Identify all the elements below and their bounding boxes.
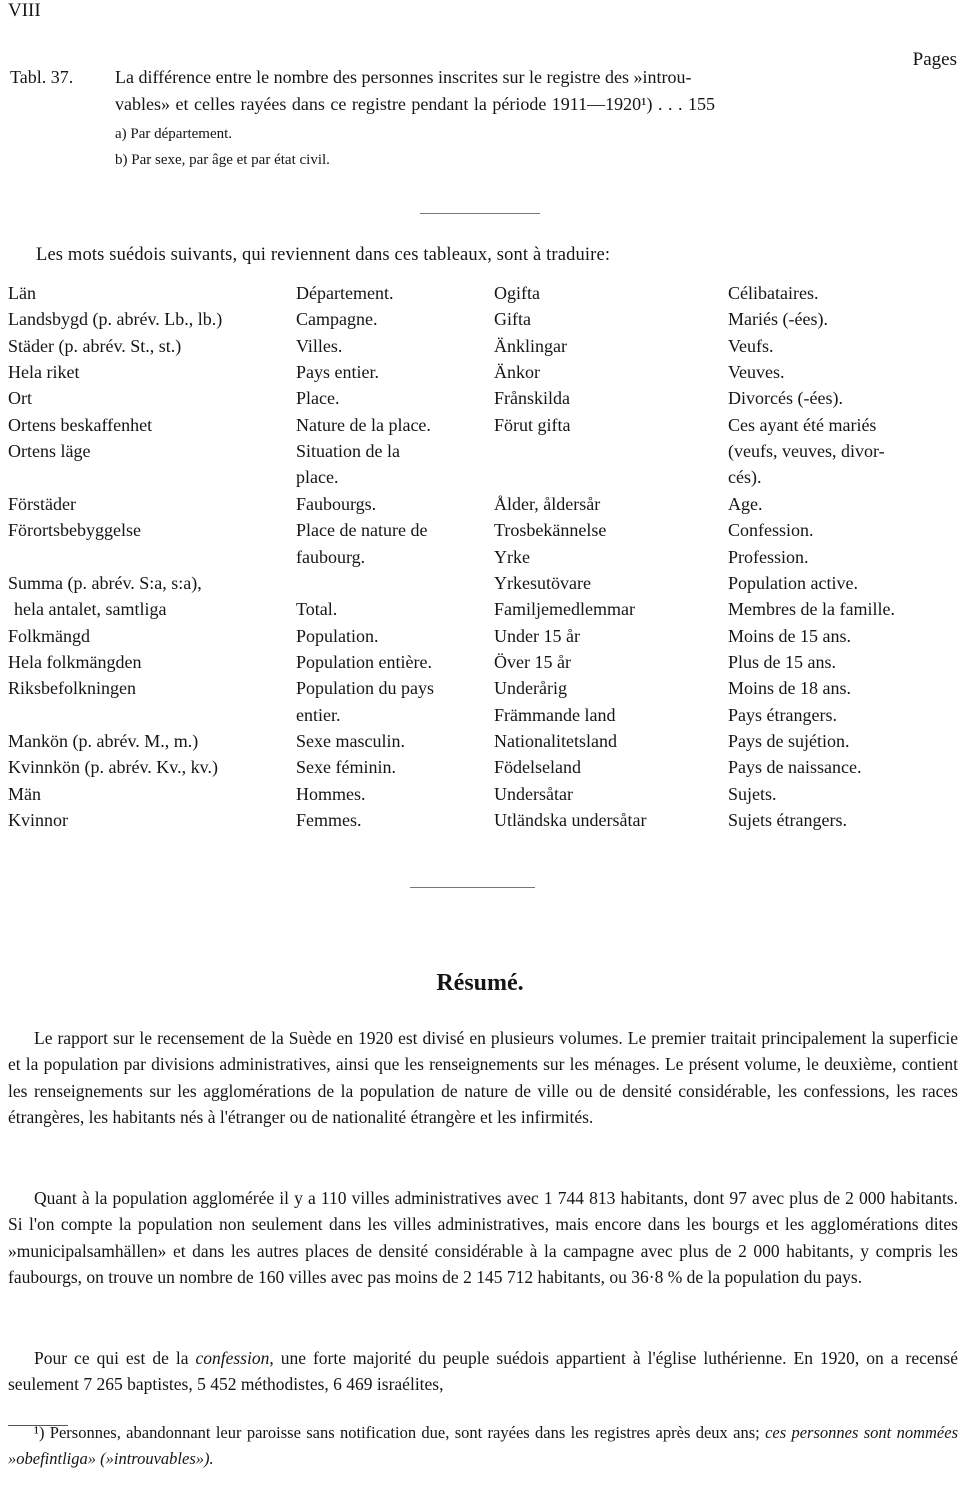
swedish-term-right: Gifta <box>494 309 531 330</box>
swedish-term-left: Städer (p. abrév. St., st.) <box>8 335 182 356</box>
french-translation-left: Département. <box>296 283 394 303</box>
french-translation-left: Pays entier. <box>296 362 379 383</box>
swedish-term-left: Förortsbebyggelse <box>8 520 141 541</box>
page-number: VIII <box>8 0 41 21</box>
french-translation-right: Pays de sujétion. <box>728 730 850 751</box>
swedish-term-left: Ortens beskaffenhet <box>8 414 153 435</box>
resume-paragraph-2: Quant à la population agglomérée il y a 110 villes administratives avec 1 744 813 habitants, dont 97 avec plus de 2 000 habitants. Si l'on compte la population non seulement dans les villes administratives, mais encore dans les bourgs et les agglomérations dites »municipalsamhällen» et dans les autres places de densité considérable à la campagne avec plus de 2 000 habitants, y compris les faubourgs, on trouve un nombre de 160 villes avec pas moins de 2 145 712 habitants, ou 36·8 % de la population du pays. <box>8 1188 958 1287</box>
french-translation-right: cés). <box>728 467 762 488</box>
footnote <box>8 1420 958 1472</box>
french-translation-left: Nature de la place. <box>296 414 431 435</box>
footnote-text: Personnes, abandonnant leur paroisse sans notification due, sont rayées dans les registres après deux ans; <box>44 1423 766 1442</box>
glossary-end-divider <box>410 887 535 888</box>
french-translation-left: Situation de la <box>296 441 400 462</box>
swedish-term-left: Summa (p. abrév. S:a, s:a), <box>8 572 202 593</box>
swedish-term-right: Underårig <box>494 678 567 699</box>
french-translation-left: Population entière. <box>296 651 432 672</box>
swedish-term-right: Undersåtar <box>494 783 573 804</box>
swedish-term-right: Förut gifta <box>494 414 571 435</box>
swedish-term-left: Landsbygd (p. abrév. Lb., lb.) <box>8 309 223 330</box>
swedish-term-left: Hela riket <box>8 362 80 383</box>
resume-heading: Résumé. <box>436 970 524 996</box>
swedish-term-left: Ort <box>8 388 32 409</box>
french-translation-right: Pays de naissance. <box>728 757 862 778</box>
french-translation-left: Total. <box>296 599 338 620</box>
swedish-term-right: Främmande land <box>494 704 616 725</box>
swedish-term-right: Födelseland <box>494 757 581 778</box>
resume-paragraph-3-emphasis: confession <box>195 1348 270 1368</box>
table-entry-line-1: La différence entre le nombre des personnes inscrites sur le registre des »introu- <box>115 67 692 87</box>
french-translation-right: Population active. <box>728 572 858 593</box>
swedish-term-left: Län <box>8 283 36 303</box>
french-translation-left: Population du pays <box>296 678 434 699</box>
swedish-term-right: Yrke <box>494 546 530 567</box>
french-translation-right: (veufs, veuves, divor- <box>728 441 885 462</box>
french-translation-right: Plus de 15 ans. <box>728 651 836 672</box>
swedish-term-left: Folkmängd <box>8 625 91 646</box>
french-translation-right: Moins de 15 ans. <box>728 625 851 646</box>
table-reference-label: Tabl. 37. <box>10 67 74 87</box>
french-translation-right: Sujets étrangers. <box>728 810 847 830</box>
swedish-term-right: Frånskilda <box>494 388 570 409</box>
french-translation-right: Veuves. <box>728 362 785 383</box>
french-translation-right: Célibataires. <box>728 283 819 303</box>
french-translation-left: Femmes. <box>296 810 362 830</box>
french-translation-right: Profession. <box>728 546 809 567</box>
french-translation-right: Moins de 18 ans. <box>728 678 851 699</box>
french-translation-right: Veufs. <box>728 335 774 356</box>
french-translation-right: Confession. <box>728 520 814 541</box>
french-translation-left: Place de nature de <box>296 520 428 541</box>
swedish-term-right: Yrkesutövare <box>494 572 591 593</box>
french-translation-left: place. <box>296 467 339 488</box>
resume-paragraph-3-end: , une forte majorité du peuple suédois appartient à l'église luthérienne. En 1920, on a recensé seulement 7 265 baptistes, 5 452 méthodistes, 6 469 israélites, <box>8 1348 958 1395</box>
french-translation-right: Sujets. <box>728 783 777 804</box>
swedish-term-right: Över 15 år <box>494 651 571 672</box>
table-entry-line-2: vables» et celles rayées dans ce registre pendant la période 1911—1920¹) . . . 155 <box>115 94 716 114</box>
swedish-term-left: Kvinnkön (p. abrév. Kv., kv.) <box>8 757 218 778</box>
french-translation-right: Age. <box>728 493 763 514</box>
swedish-term-right: Änkor <box>494 362 540 383</box>
glossary-intro: Les mots suédois suivants, qui reviennent dans ces tableaux, sont à traduire: <box>36 245 611 265</box>
french-translation-left: Campagne. <box>296 309 378 330</box>
french-translation-right: Mariés (-ées). <box>728 309 828 330</box>
french-translation-left: faubourg. <box>296 546 366 567</box>
resume-paragraph-1: Le rapport sur le recensement de la Suède en 1920 est divisé en plusieurs volumes. Le premier traitait principalement la superficie et la population par divisions administratives, ainsi que les renseignements sur les ménages. Le présent volume, le deuxième, contient les renseignements sur les agglomérations de la population de nature de ville ou de densité considérable, les confessions, les races étrangères, les habitants nés à l'étranger ou de nationalité étrangère et les infirmités. <box>8 1028 958 1127</box>
french-translation-left: Villes. <box>296 335 343 356</box>
swedish-term-right: Under 15 år <box>494 625 580 646</box>
swedish-term-right: Nationalitetsland <box>494 730 617 751</box>
swedish-term-right: Utländska undersåtar <box>494 810 647 830</box>
french-translation-left: Place. <box>296 388 340 409</box>
french-translation-right: Divorcés (-ées). <box>728 388 843 409</box>
swedish-term-left: Hela folkmängden <box>8 651 142 672</box>
swedish-term-right: Ogifta <box>494 283 540 303</box>
swedish-term-left: hela antalet, samtliga <box>14 599 167 620</box>
french-translation-right: Membres de la famille. <box>728 599 895 620</box>
french-translation-right: Pays étrangers. <box>728 704 837 725</box>
swedish-term-right: Änklingar <box>494 335 567 356</box>
french-translation-left: entier. <box>296 704 341 725</box>
french-translation-left: Sexe féminin. <box>296 757 396 778</box>
swedish-term-left: Riksbefolkningen <box>8 678 136 699</box>
resume-paragraph-3-start: Pour ce qui est de la <box>34 1348 196 1368</box>
footnote-marker: ¹) <box>34 1423 45 1442</box>
french-translation-left: Population. <box>296 625 379 646</box>
resume-paragraph-3 <box>8 1345 958 1398</box>
french-translation-left: Faubourgs. <box>296 493 377 514</box>
swedish-term-right: Ålder, åldersår <box>494 493 601 514</box>
french-translation-left: Hommes. <box>296 783 366 804</box>
swedish-term-left: Män <box>8 783 41 804</box>
table-subentry-b: b) Par sexe, par âge et par état civil. <box>115 152 330 168</box>
french-translation-right: Ces ayant été mariés <box>728 414 877 435</box>
swedish-term-right: Trosbekännelse <box>494 520 607 541</box>
french-translation-left: Sexe masculin. <box>296 730 405 751</box>
swedish-term-left: Förstäder <box>8 493 76 514</box>
swedish-term-left: Ortens läge <box>8 441 91 462</box>
swedish-term-right: Familjemedlemmar <box>494 599 635 620</box>
footnote-emphasis: ces personnes sont nommées »obefintliga» (»introuvables»). <box>8 1423 958 1468</box>
pages-column-label: Pages <box>912 49 957 70</box>
section-divider <box>420 213 540 214</box>
table-subentry-a: a) Par département. <box>115 126 233 142</box>
swedish-term-left: Kvinnor <box>8 810 68 830</box>
swedish-term-left: Mankön (p. abrév. M., m.) <box>8 730 199 751</box>
